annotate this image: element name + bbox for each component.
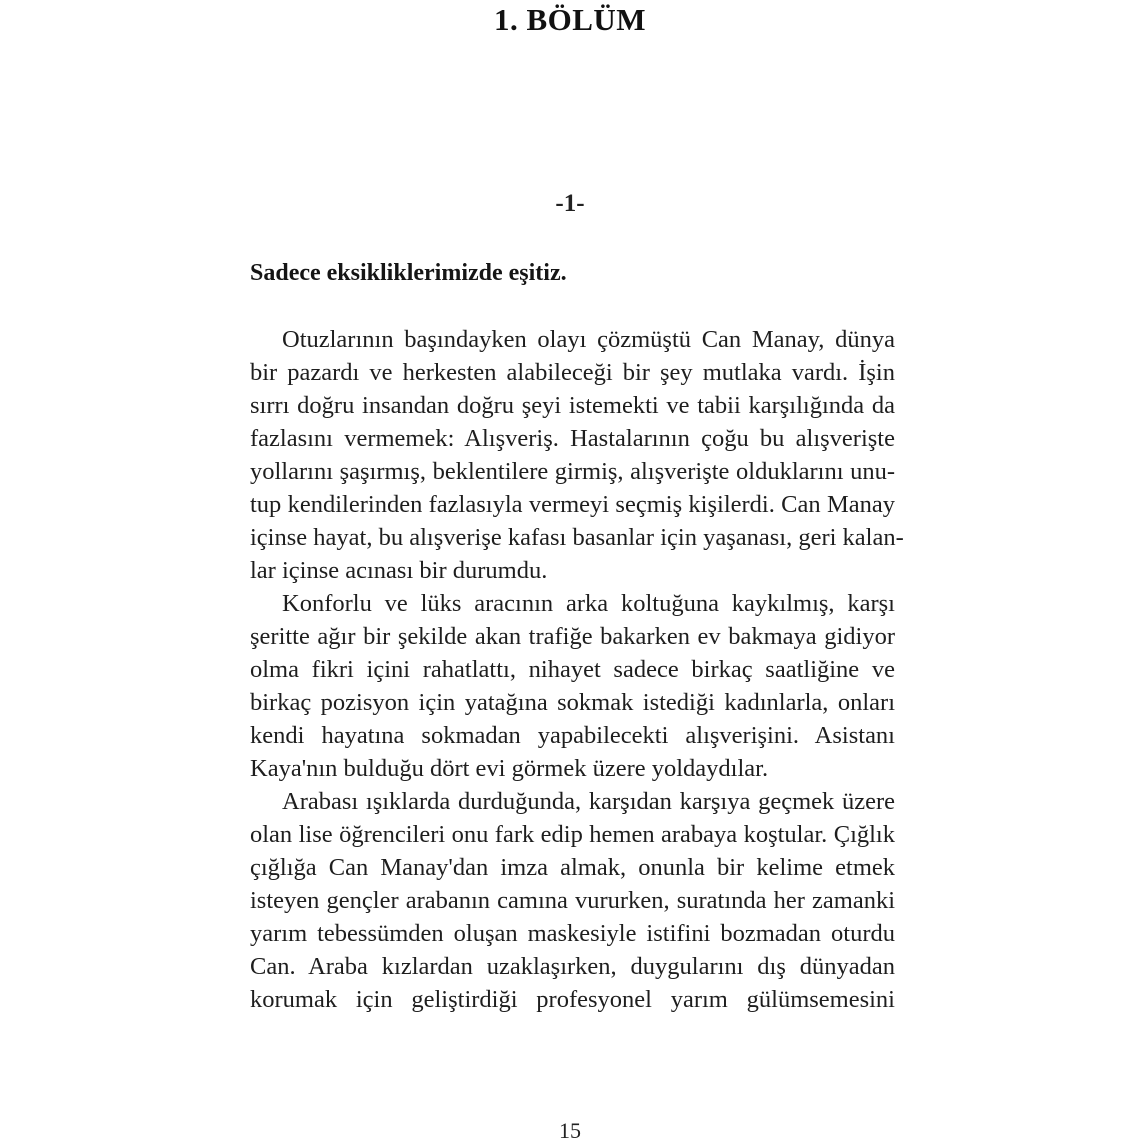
page-number: 15: [559, 1118, 581, 1143]
text-line: yollarını şaşırmış, beklentilere girmiş, alışverişte olduklarını unu-: [250, 458, 895, 485]
epigraph: Sadece eksikliklerimizde eşitiz.: [250, 260, 567, 286]
text-line: tup kendilerinden fazlasıyla vermeyi seçmiş kişilerdi. Can Manay: [250, 491, 895, 518]
text-line: kendi hayatına sokmadan yapabilecekti alışverişini. Asistanı: [250, 722, 895, 749]
text-line: olma fikri içini rahatlattı, nihayet sadece birkaç saatliğine ve: [250, 656, 895, 683]
text-line: birkaç pozisyon için yatağına sokmak istediği kadınlarla, onları: [250, 689, 895, 716]
text-line: korumak için geliştirdiği profesyonel yarım gülümsemesini: [250, 986, 895, 1013]
text-line: isteyen gençler arabanın camına vururken, suratında her zamanki: [250, 887, 895, 914]
text-line: lar içinse acınası bir durumdu.: [250, 557, 548, 584]
section-number: -1-: [555, 190, 585, 217]
text-line: olan lise öğrencileri onu fark edip hemen arabaya koştular. Çığlık: [250, 821, 895, 848]
text-line: Konforlu ve lüks aracının arka koltuğuna kaykılmış, karşı: [282, 590, 895, 617]
text-line: bir pazardı ve herkesten alabileceği bir şey mutlaka vardı. İşin: [250, 359, 895, 386]
text-line: şeritte ağır bir şekilde akan trafiğe bakarken ev bakmaya gidiyor: [250, 623, 895, 650]
text-line: fazlasını vermemek: Alışveriş. Hastalarının çoğu bu alışverişte: [250, 425, 895, 452]
text-line: yarım tebessümden oluşan maskesiyle istifini bozmadan oturdu: [250, 920, 895, 947]
text-line: sırrı doğru insandan doğru şeyi istemekti ve tabii karşılığında da: [250, 392, 895, 419]
body-text: [250, 323, 904, 1016]
text-line: Otuzlarının başındayken olayı çözmüştü Can Manay, dünya: [282, 326, 895, 353]
text-line: Can. Araba kızlardan uzaklaşırken, duygularını dış dünyadan: [250, 953, 895, 980]
text-line: Arabası ışıklarda durduğunda, karşıdan karşıya geçmek üzere: [282, 788, 895, 815]
text-line: Kaya'nın bulduğu dört evi görmek üzere yoldaydılar.: [250, 755, 769, 782]
text-line: çığlığa Can Manay'dan imza almak, onunla bir kelime etmek: [250, 854, 895, 881]
text-line: içinse hayat, bu alışverişe kafası basanlar için yaşanası, geri kalan-: [250, 524, 904, 551]
chapter-title: 1. BÖLÜM: [493, 2, 647, 37]
